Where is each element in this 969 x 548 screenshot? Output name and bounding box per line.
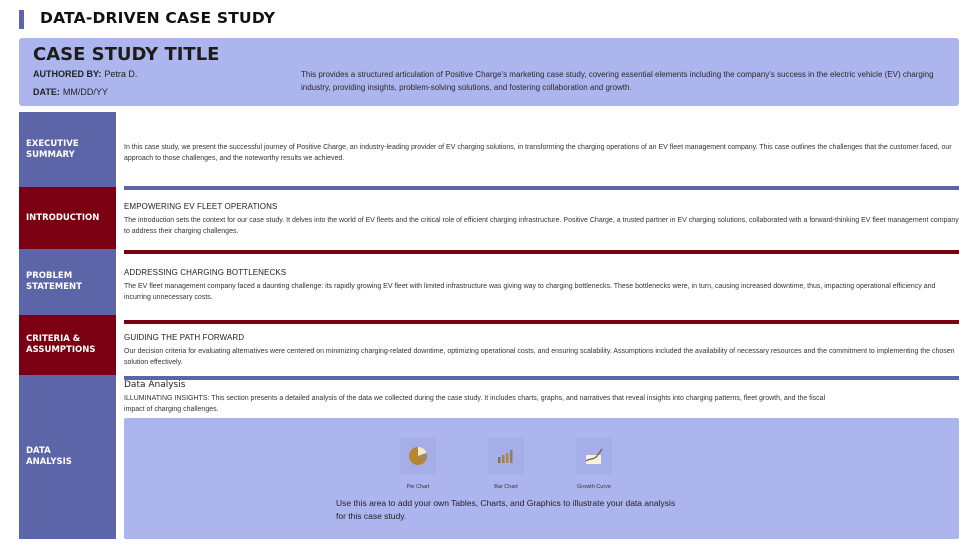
- executive-summary-section: [124, 142, 959, 164]
- insert-bar-chart-button[interactable]: [486, 438, 526, 490]
- introduction-body[interactable]: The introduction sets the context for our case study. It delves into the world of EV fleets and the critical role of efficient charging infrastructure. Positive Charge, a trusted partner in EV charging solutions, collaborated with a forward-thinking EV fleet management company to address their charging challenges.: [124, 217, 959, 235]
- date-line: [33, 87, 108, 97]
- problem-statement-body[interactable]: The EV fleet management company faced a daunting challenge: its rapidly growing EV fleet with limited infrastructure was giving way to charging bottlenecks. These bottlenecks were, in turn, causing increased downtime, thus, impacting operational efficiency and incurring unnecessary costs.: [124, 283, 936, 301]
- title-accent-bar: [19, 10, 24, 29]
- pie-chart-label: Pie Chart: [406, 484, 430, 490]
- date-value[interactable]: MM/DD/YY: [62, 87, 108, 97]
- side-label-introduction: INTRODUCTION: [19, 187, 116, 249]
- bar-chart-tile: [488, 438, 524, 474]
- side-label-criteria-assumptions: CRITERIA & ASSUMPTIONS: [19, 315, 116, 375]
- pie-chart-icon: [408, 446, 428, 466]
- criteria-section: [124, 333, 959, 368]
- growth-curve-icon: [584, 447, 604, 465]
- data-analysis-section: [124, 380, 959, 415]
- growth-curve-label: Growth Curve: [577, 484, 611, 490]
- side-label-executive-summary: EXECUTIVE SUMMARY: [19, 112, 116, 187]
- bar-chart-label: Bar Chart: [494, 484, 518, 490]
- bar-chart-icon: [497, 449, 515, 463]
- data-area-hint: Use this area to add your own Tables, Charts, and Graphics to illustrate your data analysis for this case study.: [336, 498, 676, 521]
- data-analysis-heading[interactable]: Data Analysis: [124, 380, 186, 390]
- criteria-heading[interactable]: GUIDING THE PATH FORWARD: [124, 333, 245, 342]
- pie-chart-tile: [400, 438, 436, 474]
- problem-statement-heading[interactable]: ADDRESSING CHARGING BOTTLENECKS: [124, 268, 287, 277]
- problem-statement-section: [124, 268, 959, 303]
- introduction-heading[interactable]: EMPOWERING EV FLEET OPERATIONS: [124, 202, 278, 211]
- side-label-problem-statement: PROBLEM STATEMENT: [19, 249, 116, 315]
- insert-growth-curve-button[interactable]: [574, 438, 614, 490]
- side-label-data-analysis: DATA ANALYSIS: [19, 375, 116, 539]
- data-analysis-body[interactable]: ILLUMINATING INSIGHTS: This section presents a detailed analysis of the data we collected during the case study. It includes charts, graphs, and narratives that reveal insights into charging patterns, fleet growth, and the fiscal impact of charging challenges.: [124, 395, 826, 413]
- page-title: DATA-DRIVEN CASE STUDY: [40, 9, 276, 27]
- criteria-body[interactable]: Our decision criteria for evaluating alternatives were centered on minimizing charging-related downtime, optimizing operational costs, and ensuring scalability. Assumptions included the availability of necessary resources and the commitment to implementing the chosen solution effectively.: [124, 348, 955, 366]
- divider-bar: [124, 320, 959, 324]
- author-label: AUTHORED BY:: [33, 69, 102, 79]
- executive-summary-body[interactable]: In this case study, we present the successful journey of Positive Charge, an industry-leading provider of EV charging solutions, in transforming the charging operations of an EV fleet management company. This case outlines the challenges that the customer faced, our approach to those challenges, and the noteworthy results we achieved.: [124, 144, 952, 162]
- growth-curve-tile: [576, 438, 612, 474]
- date-label: DATE:: [33, 87, 60, 97]
- case-study-title[interactable]: CASE STUDY TITLE: [33, 44, 220, 65]
- divider-bar: [124, 250, 959, 254]
- data-placeholder-area[interactable]: [124, 418, 959, 539]
- author-line: [33, 69, 137, 79]
- insert-pie-chart-button[interactable]: [398, 438, 438, 490]
- introduction-section: [124, 202, 959, 237]
- header-card: [19, 38, 959, 106]
- author-value[interactable]: Petra D.: [104, 69, 138, 79]
- header-description[interactable]: This provides a structured articulation of Positive Charge's marketing case study, covering essential elements including the company's success in the electric vehicle (EV) charging industry, providing insights, problem-solving solutions, and fostering collaboration and growth.: [301, 70, 934, 92]
- divider-bar: [124, 186, 959, 190]
